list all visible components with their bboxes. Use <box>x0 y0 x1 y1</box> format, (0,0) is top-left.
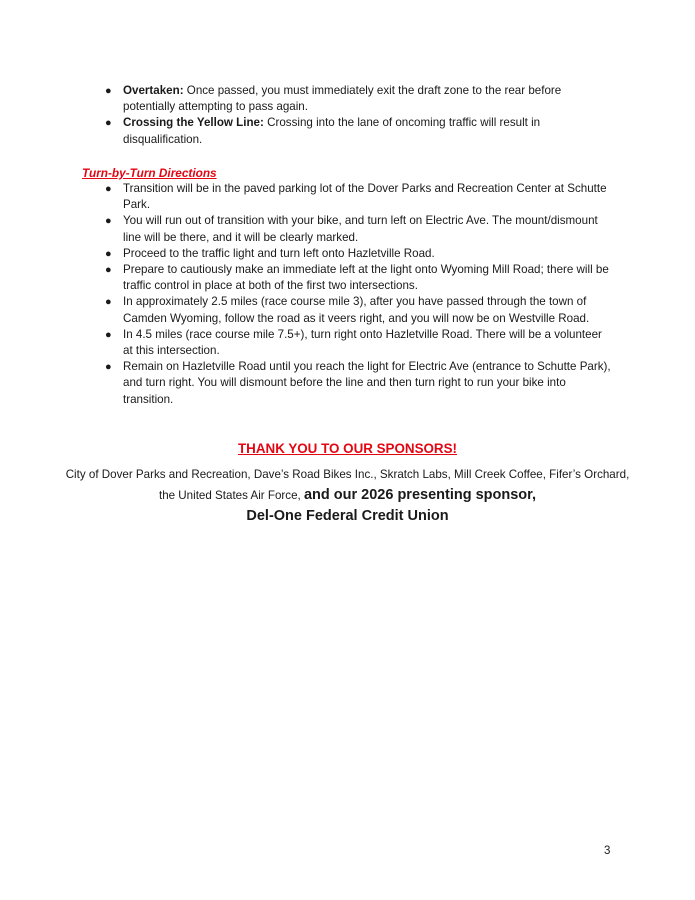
direction-text: In approximately 2.5 miles (race course mile 3), after you have passed through the town of Camden Wyoming, follow the road as it veers right, and you will now be on Westville Road. <box>123 295 590 325</box>
sponsors-paragraph <box>60 465 635 527</box>
rule-text: Once passed, you must immediately exit the draft zone to the rear before potentially attempting to pass again. <box>123 84 562 114</box>
list-item <box>83 359 613 408</box>
rule-text: Crossing into the lane of oncoming traffic will result in disqualification. <box>123 116 541 146</box>
bullet-icon: ● <box>105 264 112 277</box>
list-item <box>83 262 613 294</box>
list-item <box>83 327 613 359</box>
page-number: 3 <box>604 845 611 857</box>
rule-label: Crossing the Yellow Line: <box>123 116 264 130</box>
direction-text: Transition will be in the paved parking lot of the Dover Parks and Recreation Center at Schutte Park. <box>123 182 607 212</box>
directions-list <box>83 181 613 408</box>
list-item <box>83 246 613 262</box>
direction-text: You will run out of transition with your bike, and turn left on Electric Ave. The mount/dismount line will be there, and it will be clearly marked. <box>123 214 598 244</box>
sponsors-heading: THANK YOU TO OUR SPONSORS! <box>238 441 457 456</box>
presenting-intro: and our 2026 presenting sponsor, <box>303 487 537 503</box>
list-item <box>83 213 613 245</box>
direction-text: Prepare to cautiously make an immediate left at the light onto Wyoming Mill Road; there will be traffic control in place at both of the first two intersections. <box>123 263 609 293</box>
sponsors-list: City of Dover Parks and Recreation, Dave’s Road Bikes Inc., Skratch Labs, Mill Creek Coffee, Fifer’s Orchard, the United States Air Force, <box>65 468 630 502</box>
bullet-icon: ● <box>105 361 112 374</box>
rule-label: Overtaken: <box>123 84 184 97</box>
list-item <box>83 115 613 147</box>
bullet-icon: ● <box>105 117 112 130</box>
bullet-icon: ● <box>105 247 112 260</box>
section-heading: Turn-by-Turn Directions <box>82 166 217 180</box>
direction-text: In 4.5 miles (race course mile 7.5+), turn right onto Hazletville Road. There will be a volunteer at this intersection. <box>123 327 602 358</box>
list-item <box>83 83 613 115</box>
bullet-icon: ● <box>105 183 112 195</box>
bullet-icon: ● <box>105 85 112 97</box>
direction-text: Remain on Hazletville Road until you reach the light for Electric Ave (entrance to Schutte Park), and turn right. You will dismount before the line and then turn right to run your bike into transition. <box>123 360 611 406</box>
bullet-icon: ● <box>105 328 112 341</box>
list-item <box>83 294 613 326</box>
bullet-icon: ● <box>105 296 112 309</box>
bullet-icon: ● <box>105 215 112 228</box>
rules-list <box>83 83 613 148</box>
direction-text: Proceed to the traffic light and turn left onto Hazletville Road. <box>123 246 435 260</box>
list-item <box>83 181 613 213</box>
presenting-sponsor-name: Del-One Federal Credit Union <box>246 508 449 524</box>
